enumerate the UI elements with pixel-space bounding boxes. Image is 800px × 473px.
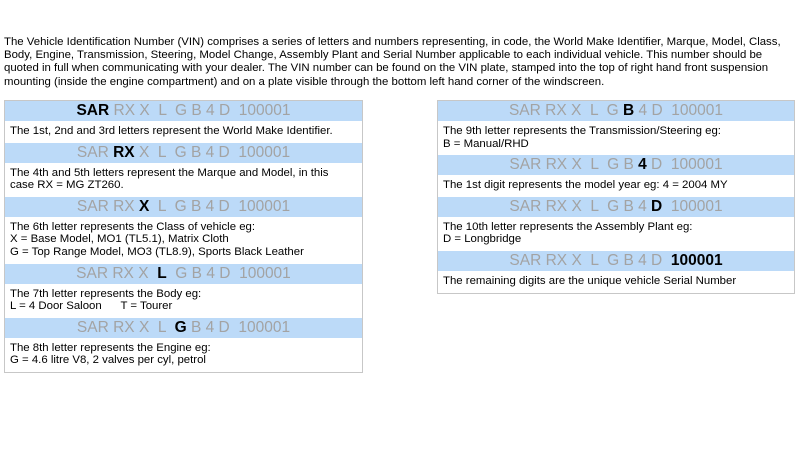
vin-part: B xyxy=(190,143,202,161)
vin-part-highlighted: RX xyxy=(113,143,135,161)
vin-code-bar xyxy=(5,264,362,284)
vin-part: RX xyxy=(545,102,567,119)
vin-description xyxy=(5,284,362,318)
vin-part-highlighted: 4 xyxy=(638,156,647,174)
vin-part: SAR xyxy=(509,251,542,269)
vin-part: 4 xyxy=(205,197,215,215)
vin-part: SAR xyxy=(509,197,542,215)
vin-part: X xyxy=(138,318,150,336)
vin-part: G xyxy=(174,197,187,215)
vin-code-bar xyxy=(5,318,362,338)
vin-part: 100001 xyxy=(670,197,723,215)
vin-part: L xyxy=(157,197,166,215)
vin-part: 100001 xyxy=(238,318,291,336)
vin-part: D xyxy=(218,318,230,336)
vin-part: D xyxy=(651,251,663,269)
vin-part-highlighted: X xyxy=(138,197,150,215)
vin-part: 100001 xyxy=(670,156,723,174)
vin-description xyxy=(438,175,794,197)
vin-part: X xyxy=(138,264,149,282)
vin-part: 100001 xyxy=(238,102,291,119)
vin-part-highlighted: SAR xyxy=(76,102,110,119)
vin-part: D xyxy=(218,102,231,119)
description-line: The 1st, 2nd and 3rd letters represent the World Make Identifier. xyxy=(10,125,333,137)
description-line: G = Top Range Model, MO3 (TL8.9), Sports Black Leather xyxy=(10,245,304,258)
vin-part: 4 xyxy=(205,318,215,336)
description-line: The 7th letter represents the Body eg: xyxy=(10,287,202,300)
vin-part: L xyxy=(589,102,599,119)
vin-part: L xyxy=(590,156,599,174)
vin-part: G xyxy=(175,264,188,282)
vin-part: G xyxy=(607,251,620,269)
description-line: The 6th letter represents the Class of vehicle eg: xyxy=(10,220,256,233)
vin-part: G xyxy=(174,143,187,161)
vin-code-bar xyxy=(5,143,362,163)
description-line: G = 4.6 litre V8, 2 valves per cyl, petrol xyxy=(10,354,206,367)
vin-part: L xyxy=(158,102,167,119)
description-line: case RX = MG ZT260. xyxy=(10,179,124,192)
description-line: The 8th letter represents the Engine eg: xyxy=(10,341,211,354)
description-line: The 10th letter represents the Assembly Plant eg: xyxy=(443,220,693,233)
vin-part: G xyxy=(175,102,188,119)
vin-description xyxy=(438,217,794,251)
vin-code-bar xyxy=(438,101,794,121)
vin-part: RX xyxy=(113,318,135,336)
vin-part: L xyxy=(590,251,599,269)
vin-description xyxy=(438,271,794,293)
vin-part: 4 xyxy=(638,102,648,119)
vin-part: SAR xyxy=(76,318,109,336)
vin-part: X xyxy=(139,102,150,119)
vin-description xyxy=(438,121,794,155)
vin-code-bar xyxy=(438,251,794,271)
vin-part: B xyxy=(623,156,634,174)
vin-part: SAR xyxy=(76,264,109,282)
vin-part: SAR xyxy=(76,143,109,161)
vin-part: D xyxy=(219,264,231,282)
vin-part: RX xyxy=(113,102,136,119)
vin-part: G xyxy=(607,197,620,215)
vin-part: 4 xyxy=(206,102,215,119)
vin-part: 4 xyxy=(638,251,647,269)
vin-part: X xyxy=(571,197,582,215)
vin-part: 4 xyxy=(206,264,215,282)
description-line: The 9th letter represents the Transmission/Steering eg: xyxy=(443,125,721,137)
vin-part-highlighted: G xyxy=(174,318,187,336)
vin-part: D xyxy=(651,102,663,119)
vin-column-left xyxy=(4,100,363,373)
vin-part: D xyxy=(218,143,230,161)
vin-code-bar xyxy=(5,101,362,121)
description-line: X = Base Model, MO1 (TL5.1), Matrix Cloth xyxy=(10,233,229,246)
vin-part: X xyxy=(571,251,582,269)
description-line: B = Manual/RHD xyxy=(443,137,529,150)
vin-part: L xyxy=(590,197,599,215)
vin-part: 100001 xyxy=(238,197,291,215)
description-line: D = Longbridge xyxy=(443,233,522,246)
vin-part-highlighted: 100001 xyxy=(670,251,723,269)
vin-part-highlighted: D xyxy=(651,197,663,215)
description-line: The 4th and 5th letters represent the Marque and Model, in this xyxy=(10,166,329,179)
vin-code-bar xyxy=(438,155,794,175)
vin-part: X xyxy=(571,102,582,119)
vin-part: G xyxy=(607,156,620,174)
vin-part: RX xyxy=(545,197,568,215)
vin-column-right xyxy=(437,100,795,294)
vin-code-bar xyxy=(438,197,794,217)
description-line: The 1st digit represents the model year eg: 4 = 2004 MY xyxy=(443,179,728,192)
vin-part: B xyxy=(623,251,634,269)
vin-part: G xyxy=(606,102,619,119)
intro-paragraph: The Vehicle Identification Number (VIN) comprises a series of letters and numbers representing, in code, the World Make Identifier, Marque, Model, Class, Body, Engine, Transmission, Steering, Model Change, Assembly Plant and Serial Number applicable to each individual vehicle. This number should be quoted in full when communicating with your dealer. The VIN number can be found on the VIN plate, stamped into the top of right hand front suspension mounting (inside the engine compartment) and on a plate visible through the bottom left hand corner of the windscreen. xyxy=(4,36,781,88)
vin-part: 4 xyxy=(638,197,647,215)
description-line: L = 4 Door Saloon T = Tourer xyxy=(10,300,173,313)
vin-part: SAR xyxy=(508,102,541,119)
vin-part: L xyxy=(157,143,166,161)
vin-part: X xyxy=(138,143,150,161)
vin-part: RX xyxy=(113,197,135,215)
vin-part: B xyxy=(190,197,202,215)
vin-part: B xyxy=(191,102,202,119)
vin-part: SAR xyxy=(76,197,109,215)
vin-part: 4 xyxy=(205,143,215,161)
vin-part-highlighted: L xyxy=(157,264,167,282)
vin-part: B xyxy=(623,197,634,215)
vin-part: D xyxy=(218,197,230,215)
vin-description xyxy=(5,163,362,197)
vin-part: 100001 xyxy=(671,102,724,119)
vin-part: 100001 xyxy=(239,264,291,282)
vin-part: SAR xyxy=(509,156,542,174)
vin-part: D xyxy=(651,156,663,174)
vin-part: B xyxy=(190,318,202,336)
vin-description xyxy=(5,121,362,143)
vin-part: RX xyxy=(545,156,568,174)
vin-part-highlighted: B xyxy=(623,102,635,119)
vin-description xyxy=(5,338,362,372)
vin-part: X xyxy=(571,156,582,174)
vin-part: 100001 xyxy=(238,143,291,161)
vin-description xyxy=(5,217,362,264)
vin-part: L xyxy=(157,318,166,336)
vin-part: B xyxy=(191,264,202,282)
vin-code-bar xyxy=(5,197,362,217)
vin-part: RX xyxy=(112,264,134,282)
description-line: The remaining digits are the unique vehicle Serial Number xyxy=(443,274,737,287)
vin-part: RX xyxy=(545,251,568,269)
